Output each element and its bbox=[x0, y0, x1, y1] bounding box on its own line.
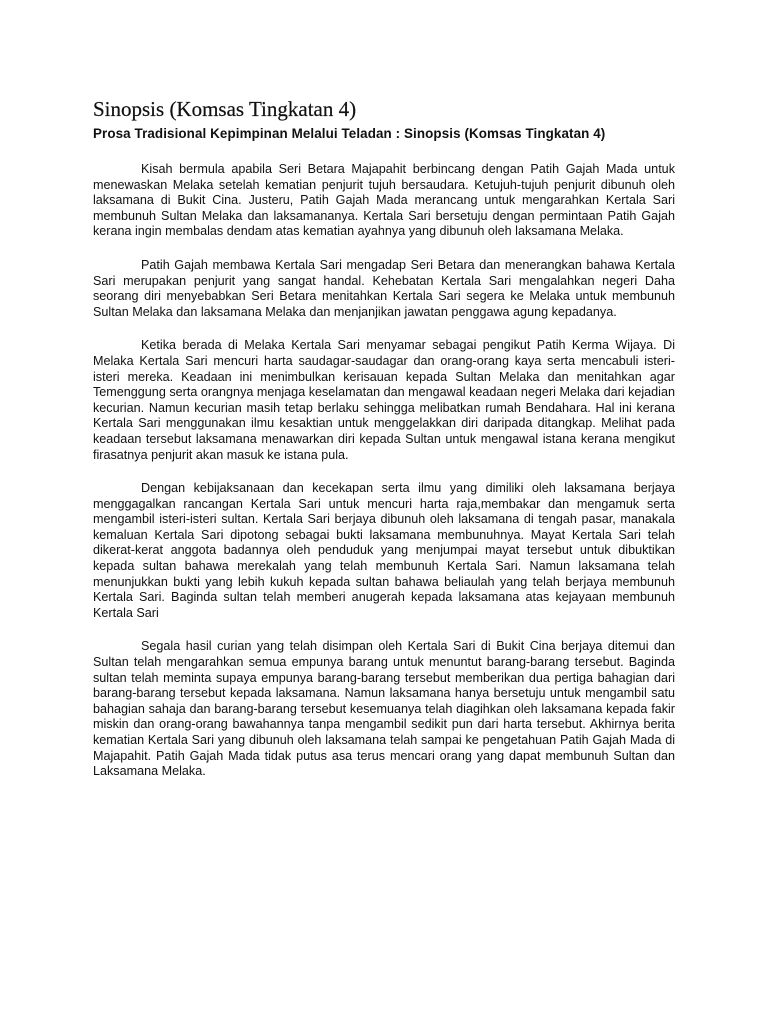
paragraph-2: Patih Gajah membawa Kertala Sari mengadap Seri Betara dan menerangkan bahawa Kertala Sari merupakan penjurit yang sangat handal. Kehebatan Kertala Sari mengalahkan negeri Daha seorang diri menyebabkan Seri Betara menitahkan Kertala Sari segera ke Melaka untuk membunuh Sultan Melaka dan laksamana Melaka dan menjanjikan jawatan penggawa agung kepadanya. bbox=[93, 257, 675, 319]
paragraph-3: Ketika berada di Melaka Kertala Sari menyamar sebagai pengikut Patih Kerma Wijaya. Di Melaka Kertala Sari mencuri harta saudagar-saudagar dan orang-orang kaya serta mencabuli isteri-isteri mereka. Keadaan ini menimbulkan kerisauan kepada Sultan Melaka dan menitahkan agar Temenggung serta orangnya menjaga keselamatan dan mengawal keadaan negeri Melaka dari kejadian kecurian. Namun kecurian masih tetap berlaku sehingga melibatkan rumah Bendahara. Hal ini kerana Kertala Sari menggunakan ilmu kesaktian untuk menggelakkan diri daripada ditangkap. Melihat pada keadaan tersebut laksamana menawarkan diri kepada Sultan untuk mengawal istana kerana mengikut firasatnya penjurit akan masuk ke istana pula. bbox=[93, 338, 675, 462]
paragraph-1: Kisah bermula apabila Seri Betara Majapahit berbincang dengan Patih Gajah Mada untuk menewaskan Melaka setelah kematian penjurit tujuh bersaudara. Ketujuh-tujuh penjurit dibunuh oleh laksamana di Bukit Cina. Justeru, Patih Gajah Mada merancang untuk mengarahkan Kertala Sari membunuh Sultan Melaka dan laksamananya. Kertala Sari bersetuju dengan permintaan Patih Gajah kerana ingin membalas dendam atas kematian ayahnya yang dibunuh oleh laksamana Melaka. bbox=[93, 162, 675, 239]
page-title: Sinopsis (Komsas Tingkatan 4) bbox=[93, 97, 357, 121]
paragraph-5: Segala hasil curian yang telah disimpan oleh Kertala Sari di Bukit Cina berjaya ditemui dan Sultan telah mengarahkan semua empunya barang untuk menuntut barang-barang tersebut. Baginda sultan telah meminta supaya empunya barang-barang tersebut memberikan dua pertiga bahagian dari barang-barang tersebut kepada laksamana. Namun laksamana hanya bersetuju untuk mengambil satu bahagian sahaja dan barang-barang tersebut kesemuanya telah diagihkan oleh laksamana kepada fakir miskin dan orang-orang bawahannya tanpa mengambil sedikit pun dari harta tersebut. Akhirnya berita kematian Kertala Sari yang dibunuh oleh laksamana telah sampai ke pengetahuan Patih Gajah Mada di Majapahit. Patih Gajah Mada tidak putus asa terus mencari orang yang dapat membunuh Sultan dan Laksamana Melaka. bbox=[93, 639, 675, 779]
page-subtitle: Prosa Tradisional Kepimpinan Melalui Teladan : Sinopsis (Komsas Tingkatan 4) bbox=[93, 126, 606, 141]
document-page bbox=[93, 96, 675, 798]
paragraph-4: Dengan kebijaksanaan dan kecekapan serta ilmu yang dimiliki oleh laksamana berjaya menggagalkan rancangan Kertala Sari untuk mencuri harta raja,membakar dan mengamuk serta mengambil isteri-isteri sultan. Kertala Sari berjaya dibunuh oleh laksamana di tengah pasar, manakala kemaluan Kertala Sari dipotong sebagai bukti laksamana membunuhnya. Mayat Kertala Sari telah dikerat-kerat anggota badannya oleh penduduk yang menjumpai mayat tersebut untuk dibuktikan kepada sultan bahawa merekalah yang telah membunuh Kertala Sari. Namun laksamana telah menunjukkan bukti yang lebih kukuh kepada sultan bahawa beliaulah yang telah berjaya membunuh Kertala Sari. Baginda sultan telah memberi anugerah kepada laksamana atas kejayaan membunuh Kertala Sari bbox=[93, 481, 675, 620]
